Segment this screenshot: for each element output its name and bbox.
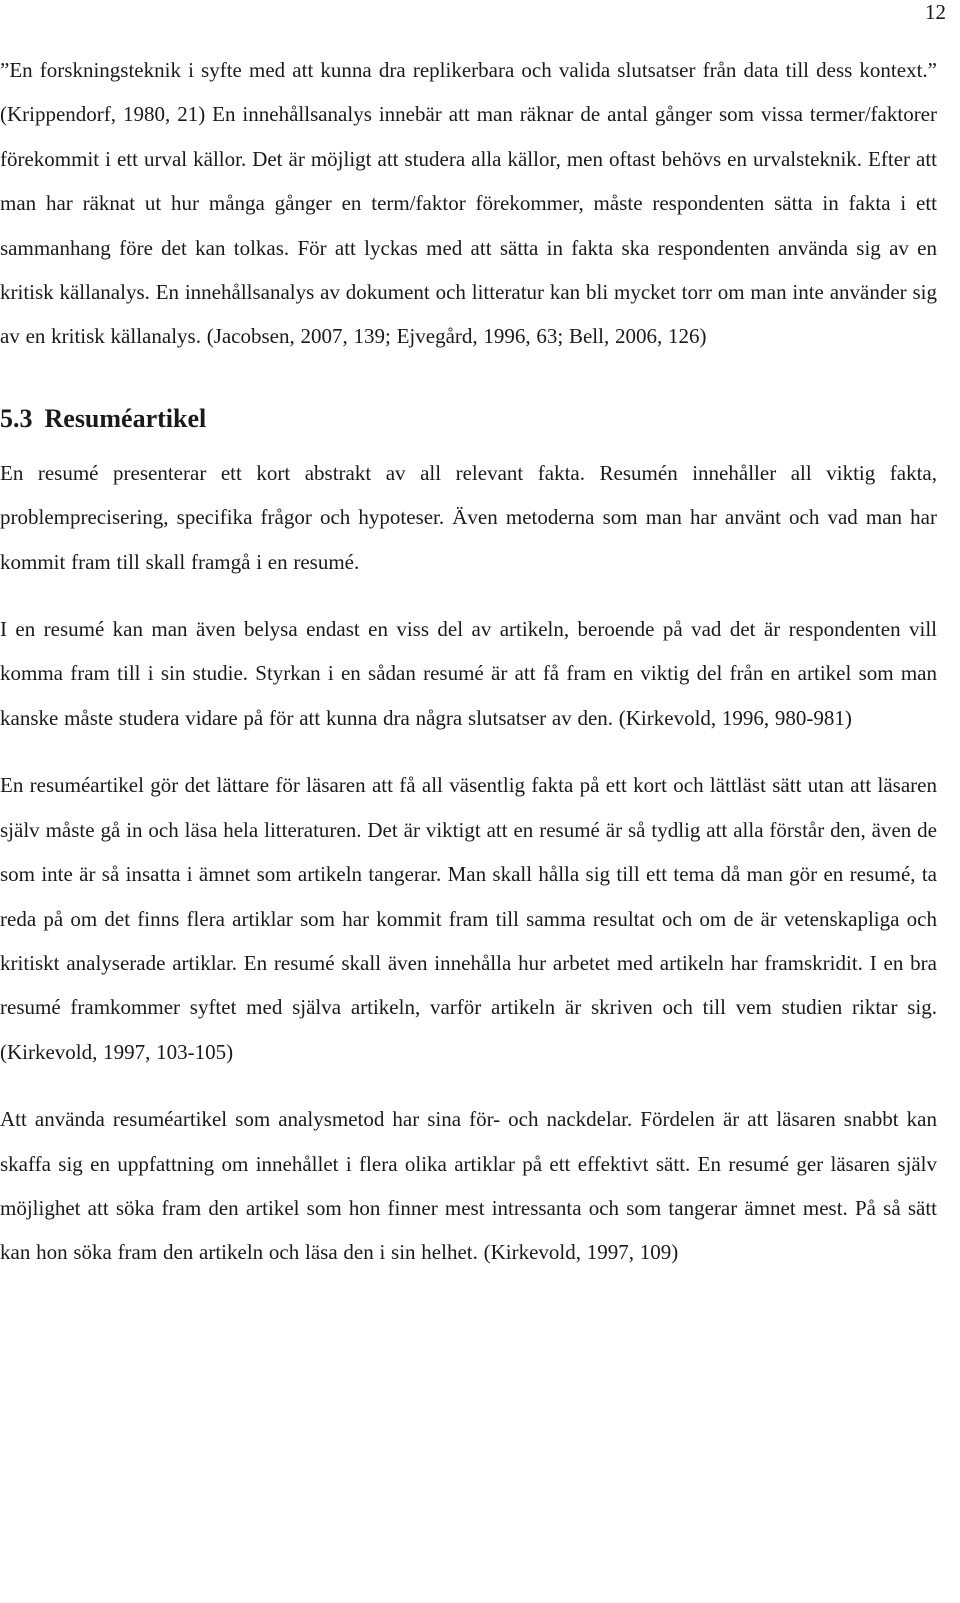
paragraph-summary-benefits: En resuméartikel gör det lättare för läsaren att få all väsentlig fakta på ett kort och lättläst sätt utan att läsaren själv måste gå in och läsa hela litteraturen. Det är viktigt att en resumé är så tydlig att alla förstår den, även de som inte är så insatta i ämnet som artikeln tangerar. Man skall hålla sig till ett tema då man gör en resumé, ta reda på om det finns flera artiklar som har kommit fram till samma resultat och om de är vetenskapliga och kritiskt analyserade artiklar. En resumé skall även innehålla hur arbetet med artikeln har framskridit. I en bra resumé framkommer syftet med själva artikeln, varför artikeln är skriven och till vem studien riktar sig. (Kirkevold, 1997, 103-105) bbox=[0, 773, 937, 1064]
paragraph-content-analysis: ”En forskningsteknik i syfte med att kunna dra replikerbara och valida slutsatser från data till dess kontext.” (Krippendorf, 1980, 21) En innehållsanalys innebär att man räknar de antal gånger som vissa termer/faktorer förekommit i ett urval källor. Det är möjligt att studera alla källor, men oftast behövs en urvalsteknik. Efter att man har räknat ut hur många gånger en term/faktor förekommer, måste respondenten sätta in fakta i ett sammanhang före det kan tolkas. För att lyckas med att sätta in fakta ska respondenten använda sig av en kritisk källanalys. En innehållsanalys av dokument och litteratur kan bli mycket torr om man inte använder sig av en kritisk källanalys. (Jacobsen, 2007, 139; Ejvegård, 1996, 63; Bell, 2006, 126) bbox=[0, 58, 937, 349]
paragraph-summary-intro: En resumé presenterar ett kort abstrakt av all relevant fakta. Resumén innehåller all viktig fakta, problemprecisering, specifika frågor och hypoteser. Även metoderna som man har använt och vad man har kommit fram till skall framgå i en resumé. bbox=[0, 460, 937, 574]
section-heading bbox=[0, 399, 937, 439]
section-number: 5.3 bbox=[0, 403, 33, 433]
paragraph-summary-focus: I en resumé kan man även belysa endast en viss del av artikeln, beroende på vad det är respondenten vill komma fram till i sin studie. Styrkan i en sådan resumé är att få fram en viktig del från en artikel som man kanske måste studera vidare på för att kunna dra några slutsatser av den. (Kirkevold, 1996, 980-981) bbox=[0, 617, 937, 730]
paragraph-summary-pros-cons: Att använda resuméartikel som analysmetod har sina för- och nackdelar. Fördelen är att läsaren snabbt kan skaffa sig en uppfattning om innehållet i flera olika artiklar på ett effektivt sätt. En resumé ger läsaren själv möjlighet att söka fram den artikel som hon finner mest intressanta och som tangerar ämnet mest. På så sätt kan hon söka fram den artikeln och läsa den i sin helhet. (Kirkevold, 1997, 109) bbox=[0, 1107, 937, 1265]
document-body bbox=[0, 48, 937, 1275]
page-number: 12 bbox=[925, 0, 946, 24]
section-title: Resuméartikel bbox=[44, 403, 207, 433]
